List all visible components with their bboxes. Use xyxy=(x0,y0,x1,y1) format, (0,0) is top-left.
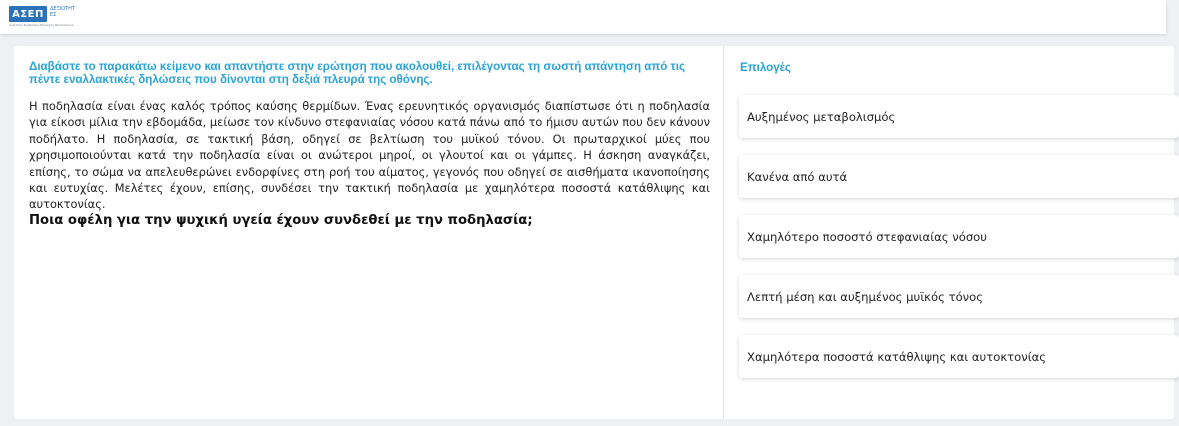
logo-subtitle-line1: ΔΕΞΙΟΤΗΤ xyxy=(49,6,75,12)
question-card xyxy=(14,46,1174,419)
logo-subtitle-line2: ΕΣ xyxy=(49,12,57,18)
question-text: Ποια οφέλη για την ψυχική υγεία έχουν συνδεθεί με την ποδηλασία; xyxy=(29,213,533,228)
reading-panel xyxy=(14,46,724,419)
asep-logo[interactable] xyxy=(9,6,75,28)
options-title: Επιλογές xyxy=(740,61,791,74)
reading-passage: Η ποδηλασία είναι ένας καλός τρόπος καύσης θερμίδων. Ένας ερευνητικός οργανισμός διαπίστωσε ότι η ποδηλασία για είκοσι μίλια την εβδομάδα, μείωσε τον κίνδυνο στεφανιαίας νόσου κατά πάνω από το ήμισυ αυτών που δεν κάνουν ποδήλατο. Η ποδηλασία, σε τακτική βάση, οδηγεί σε βελτίωση του μυϊκού τόνου. Οι πρωταρχικοί μύες που χρησιμοποιούνται κατά την ποδηλασία είναι οι ανώτεροι μηροί, οι γλουτοί και οι γάμπες. Η άσκηση αναγκάζει, επίσης, το σώμα να απελευθερώνει ενδορφίνες στη ροή του αίματος, γεγονός που οδηγεί σε αισθήματα ικανοποίησης και ευτυχίας. Μελέτες έχουν, επίσης, συνδέσει την τακτική ποδηλασία με χαμηλότερα ποσοστά κατάθλιψης και αυτοκτονίας. xyxy=(29,99,710,212)
instructions-text: Διαβάστε το παρακάτω κείμενο και απαντήστε στην ερώτηση που ακολουθεί, επιλέγοντας τη σωστή απάντηση από τις πέντε εναλλακτικές δηλώσεις που δίνονται στη δεξιά πλευρά της οθόνης. xyxy=(29,60,685,86)
answer-option-1[interactable]: Αυξημένος μεταβολισμός xyxy=(739,95,1179,138)
logo-subtitle xyxy=(50,6,75,18)
logo-tagline: Ανώτατο Συμβούλιο Επιλογής Προσωπικού xyxy=(9,23,74,27)
answer-option-5[interactable]: Χαμηλότερα ποσοστά κατάθλιψης και αυτοκτονίας xyxy=(739,335,1179,378)
answer-option-4[interactable]: Λεπτή μέση και αυξημένος μυϊκός τόνος xyxy=(739,275,1179,318)
top-bar xyxy=(0,0,1166,34)
logo-mark: ΑΣΕΠ xyxy=(9,6,47,22)
answer-option-2[interactable]: Κανένα από αυτά xyxy=(739,155,1179,198)
answer-option-3[interactable]: Χαμηλότερο ποσοστό στεφανιαίας νόσου xyxy=(739,215,1179,258)
options-panel xyxy=(725,46,1174,419)
